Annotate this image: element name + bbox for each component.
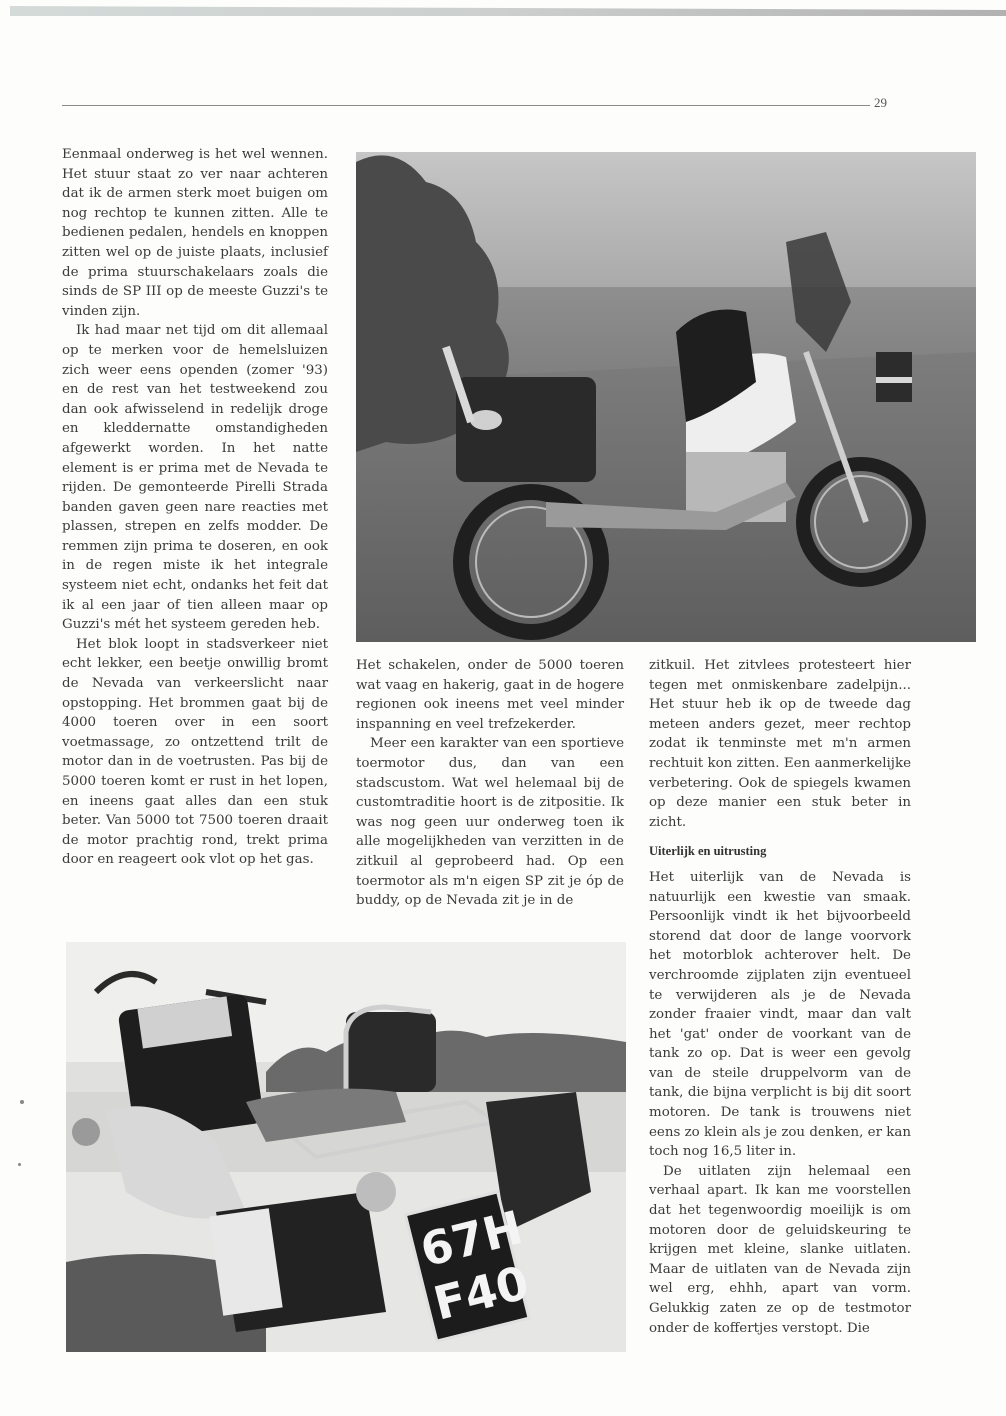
photo-motorcycle-rear: [66, 942, 626, 1352]
scan-speck: [18, 1163, 21, 1166]
paragraph: Meer een karakter van een sportieve toermotor dus, dan van een stadscustom. Wat wel helemaal bij de customtraditie hoort is de zitpositie. Ik was nog geen uur onderweg toen ik alle mogelijkheden van verzitten in de zitkuil al geprobeerd had. Op een toermotor als m'n eigen SP zit je óp de buddy, op de Nevada zit je in de: [356, 736, 624, 909]
column-3: [649, 656, 911, 1338]
rear-light: [356, 1172, 396, 1212]
scan-speck: [20, 1100, 24, 1104]
paragraph: De uitlaten zijn helemaal een verhaal apart. Ik kan me voorstellen dat het tegenwoordig moeilijk is om motoren door de geluidskeuring te krijgen met kleine, slanke uitlaten. Maar de uitlaten van de Nevada zijn wel erg, ehhh, apart van vorm. Gelukkig zaten ze op de testmotor onder de koffertjes verstopt. Die: [649, 1163, 911, 1336]
paragraph: Het schakelen, onder de 5000 toeren wat vaag en hakerig, gaat in de hogere regionen ook ineens met veel minder inspanning en veel trefzekerder.: [356, 658, 624, 732]
plate-line-2: F40: [428, 1255, 535, 1331]
paragraph: Ik had maar net tijd om dit allemaal op te merken voor de hemelsluizen zich weer eens openden (zomer '93) en de rest van het testweekend zou dan ook afwisselend in redelijk droge en kleddernatte omstandigheden afgewerkt worden. In het natte element is er prima met de Nevada te rijden. De gemonteerde Pirelli Strada banden gaven geen nare reacties met plassen, strepen en zelfs modder. De remmen zijn prima te doseren, en ook in de regen miste ik het integrale systeem niet echt, ondanks het feit dat ik al een jaar of tien alleen maar op Guzzi's mét het systeem gereden heb.: [62, 323, 328, 633]
scan-edge: [10, 6, 1006, 16]
backrest: [346, 1012, 436, 1092]
plate-line-1: 67H: [415, 1200, 528, 1278]
paragraph: zitkuil. Het zitvlees protesteert hier tegen met onmiskenbare zadelpijn... Het stuur heb ik op de tweede dag meteen anders gezet, meer rechtop zodat ik tenminste met m'n armen rechtuit kon zitten. Een aanmerkelijke verbetering. Ook de spiegels kwamen op deze manier een stuk beter in zicht.: [649, 658, 911, 830]
paragraph: Het blok loopt in stadsverkeer niet echt lekker, een beetje onwillig bromt de Nevada van verkeerslicht naar opstopping. Het brommen gaat bij de 4000 toeren over in een soort voetmassage, zo ontzettend trilt de motor dan in de voetrusten. Pas bij de 5000 toeren komt er rust in het lopen, en ineens gaat alles dan een stuk beter. Van 5000 tot 7500 toeren draait de motor prachtig rond, trekt prima door en reageert ook vlot op het gas.: [62, 636, 328, 868]
section-heading: Uiterlijk en uitrusting: [649, 844, 767, 859]
column-2: [356, 656, 624, 911]
paragraph: Het uiterlijk van de Nevada is natuurlijk een kwestie van smaak. Persoonlijk vindt ik het bijvoorbeeld storend dat door de lange voorvork het motorblok achterover helt. De verchroomde zijplaten zijn eventueel te verwijderen als je de Nevada zonder fraaier vindt, maar dan valt het 'gat' onder de voorkant van de tank zo op. Dat is weer een gevolg van de steile druppelvorm van de tank, die bijna verplicht is bij dit soort motoren. De tank is trouwens niet eens zo klein als je zou denken, er kan toch nog 16,5 liter in.: [649, 869, 911, 1160]
side-case: [456, 377, 596, 482]
column-1: [62, 145, 328, 870]
page-number: 29: [874, 95, 887, 110]
photo-motorcycle-by-water: [356, 152, 976, 642]
header-rule: [62, 105, 870, 106]
paragraph: Eenmaal onderweg is het wel wennen. Het stuur staat zo ver naar achteren dat ik de armen sterk moet buigen om nog rechtop te kunnen zitten. Alle te bedienen pedalen, hendels en knoppen zitten wel op de juiste plaats, inclusief de prima stuurschakelaars zoals die sinds de SP III op de meeste Guzzi's te vinden zijn.: [62, 147, 328, 319]
